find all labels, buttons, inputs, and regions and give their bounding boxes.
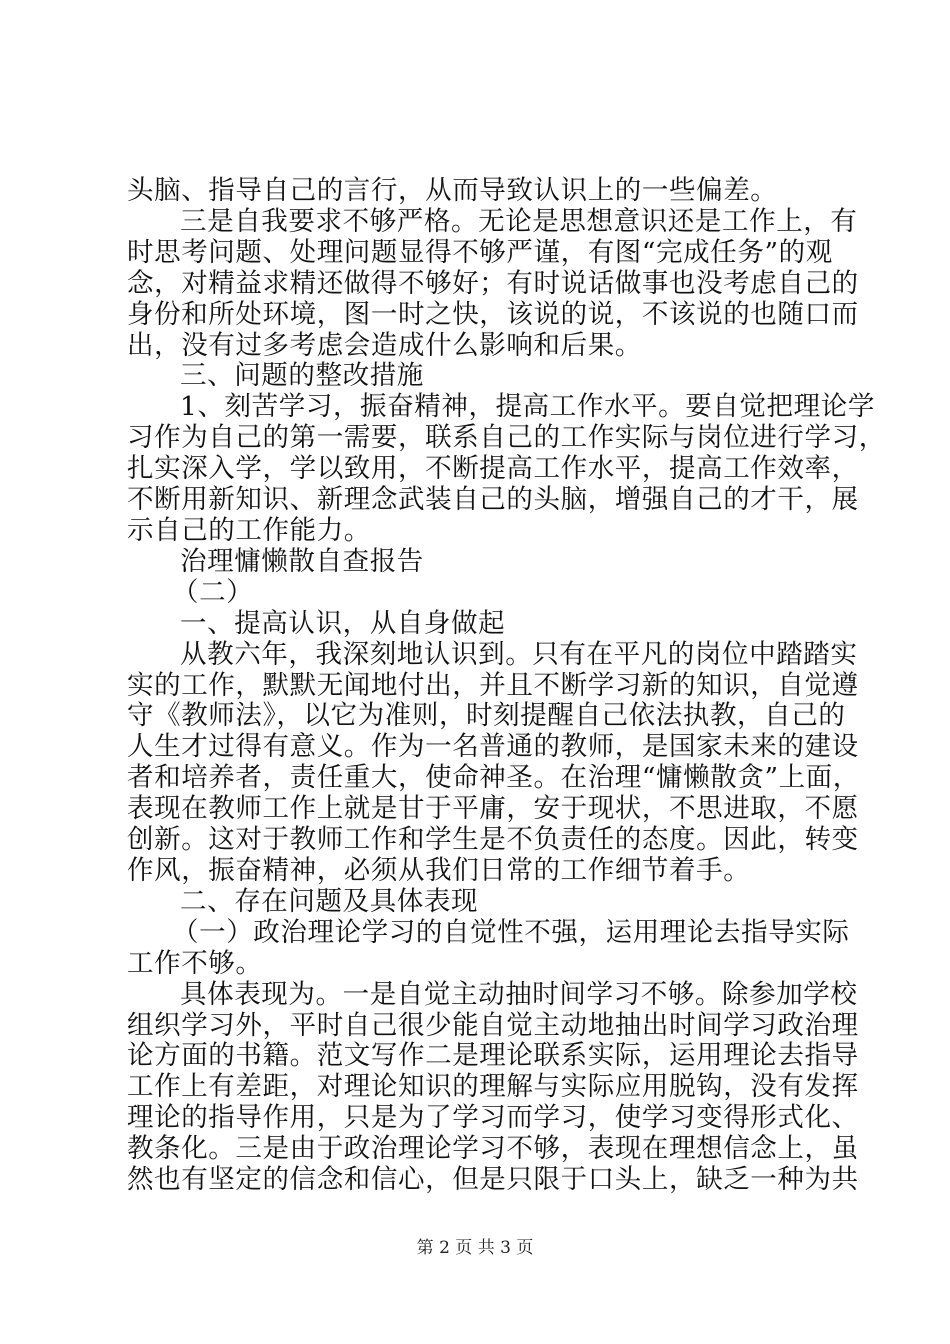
text-line: 者和培养者，责任重大，使命神圣。在治理“慵懒散贪”上面， <box>127 762 860 794</box>
text-line: 守《教师法》，以它为准则，时刻提醒自己依法执教，自己的 <box>127 700 846 732</box>
text-line: 具体表现为。一是自觉主动抽时间学习不够。除参加学校 <box>180 978 858 1010</box>
text-line: 出，没有过多考虑会造成什么影响和后果。 <box>127 329 642 361</box>
text-line: 实的工作，默默无闻地付出，并且不断学习新的知识，自觉遵 <box>127 669 859 701</box>
text-line: 作风，振奋精神，必须从我们日常的工作细节着手。 <box>127 855 751 886</box>
page-footer: 第 2 页 共 3 页 <box>416 1238 534 1258</box>
text-line: 念，对精益求精还做得不够好；有时说话做事也没考虑自己的 <box>127 267 859 299</box>
text-line: 身份和所处环境，图一时之快，该说的说，不该说的也随口而 <box>127 298 859 330</box>
text-line: 组织学习外，平时自己很少能自觉主动地抽出时间学习政治理 <box>127 1009 859 1041</box>
text-line: 三是自我要求不够严格。无论是思想意识还是工作上，有 <box>180 205 858 237</box>
section-heading: 二、存在问题及具体表现 <box>180 885 479 917</box>
text-line: 理论的指导作用，只是为了学习而学习，使学习变得形式化、 <box>127 1102 859 1134</box>
text-line: 时思考问题、处理问题显得不够严谨，有图“完成任务”的观 <box>127 236 833 268</box>
text-line: 工作不够。 <box>127 947 263 979</box>
text-line: 人生才过得有意义。作为一名普通的教师，是国家未来的建设 <box>127 731 859 763</box>
section-heading: 一、提高认识，从自身做起 <box>180 607 506 639</box>
text-line: 习作为自己的第一需要，联系自己的工作实际与岗位进行学习， <box>127 422 886 454</box>
text-line: 头脑、指导自己的言行，从而导致认识上的一些偏差。 <box>127 175 778 206</box>
text-line: 表现在教师工作上就是甘于平庸，安于现状，不思进取，不愿 <box>127 793 859 825</box>
text-line: 然也有坚定的信念和信心，但是只限于口头上，缺乏一种为共 <box>127 1164 859 1196</box>
report-title: 治理慵懒散自查报告 <box>180 545 424 577</box>
section-heading: 三、问题的整改措施 <box>180 360 424 392</box>
text-line: 不断用新知识、新理念武装自己的头脑，增强自己的才干，展 <box>127 484 859 516</box>
text-line: 1、刻苦学习，振奋精神，提高工作水平。要自觉把理论学 <box>180 391 875 423</box>
text-line: 工作上有差距，对理论知识的理解与实际应用脱钩，没有发挥 <box>127 1071 859 1103</box>
text-line: 从教六年，我深刻地认识到。只有在平凡的岗位中踏踏实 <box>180 638 858 670</box>
text-line: 教条化。三是由于政治理论学习不够，表现在理想信念上，虽 <box>127 1133 859 1165</box>
text-line: 扎实深入学，学以致用，不断提高工作水平，提高工作效率， <box>127 453 859 485</box>
subsection-heading: （一）政治理论学习的自觉性不强，运用理论去指导实际 <box>172 916 850 948</box>
text-line: 论方面的书籍。范文写作二是理论联系实际，运用理论去指导 <box>127 1040 859 1072</box>
text-line: 创新。这对于教师工作和学生是不负责任的态度。因此，转变 <box>127 824 859 856</box>
report-part-label: （二） <box>172 576 254 608</box>
text-line: 示自己的工作能力。 <box>127 515 371 546</box>
